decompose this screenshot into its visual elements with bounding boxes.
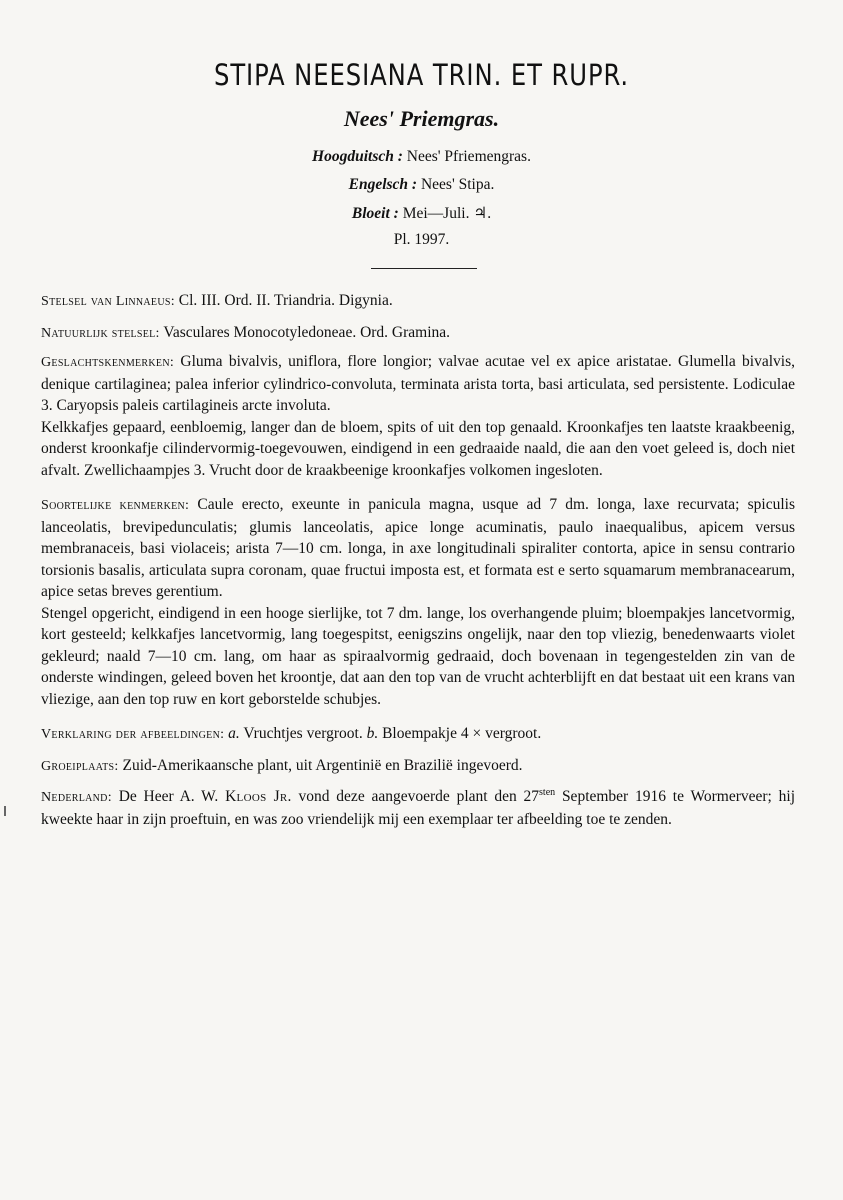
species-label: Soortelijke kenmerken: — [41, 498, 190, 513]
linnaeus-paragraph — [41, 290, 795, 313]
genus-latin-text: Gluma bivalvis, uniflora, flore longior; valvae acutae vel ex apice aristatae. Glumella bivalvis, denique cartilaginea; palea inferior cylindrico-convoluta, terminata arista torta, basi articulata, sed persistente. Lodiculae 3. Caryopsis paleis cartilagineis arcte involuta. — [41, 353, 795, 414]
habitat-text: Zuid-Amerikaansche plant, uit Argentinië en Brazilië ingevoerd. — [122, 756, 523, 774]
figure-a-letter: a. — [228, 725, 240, 742]
german-value: Nees' Pfriemengras. — [406, 148, 531, 165]
english-value: Nees' Stipa. — [420, 176, 495, 193]
common-name: Nees' Priemgras. — [343, 106, 500, 131]
figure-a-text: Vruchtjes vergroot. — [243, 725, 363, 742]
netherlands-text-2: vond deze aangevoerde plant den 27 — [298, 788, 540, 805]
netherlands-text-3: September 1916 te Wormerveer; hij kweekte haar in zijn proeftuin, en was zoo vriendelijk mij een exemplaar ter afbeelding toe te zenden. — [41, 788, 796, 828]
habitat-label: Groeiplaats: — [41, 758, 119, 774]
divider-rule — [371, 268, 477, 269]
figure-b-text: Bloempakje 4 × vergroot. — [382, 725, 542, 742]
natural-system-text: Vasculares Monocotyledoneae. Ord. Gramina. — [163, 323, 451, 341]
linnaeus-text: Cl. III. Ord. II. Triandria. Digynia. — [178, 292, 393, 309]
linnaeus-label: Stelsel van Linnaeus: — [41, 294, 175, 309]
netherlands-text-1: De Heer A. W. — [118, 788, 219, 805]
collector-name: Kloos Jr. — [225, 788, 292, 805]
natural-system-label: Natuurlijk stelsel: — [41, 325, 160, 341]
description-body — [41, 290, 795, 830]
species-dutch-paragraph: Stengel opgericht, eindigend in een hooge sierlijke, tot 7 dm. lange, los overhangende pluim; bloempakjes lancetvormig, kort gesteeld; kelkkafjes lancetvormig, lang toegespitst, eenigszins ongelijk, naar den top vliezig, benedenwaarts violet gekleurd; naald 7—10 cm. lang, om haar as spiraalvormig gedraaid, doch bovenaan in tegengestelden zin van de onderste windingen, geleed boven het kroontje, dat aan den top van de vrucht achterblijft en dat bestaat uit een krans van vliezige, aan den top ruw en kort geborstelde schubjes. — [41, 604, 795, 708]
german-label: Hoogduitsch : — [312, 148, 403, 165]
genus-label: Geslachtskenmerken: — [41, 355, 175, 370]
german-name-line — [0, 148, 843, 166]
netherlands-paragraph — [41, 786, 795, 830]
figures-paragraph — [41, 723, 795, 746]
netherlands-label: Nederland: — [41, 790, 112, 805]
species-latin-text: Caule erecto, exeunte in panicula magna, usque ad 7 dm. longa, laxe recurvata; spiculis lanceolatis, brevipedunculatis; glumis lanceolatis, apice longe acuminatis, paulo inaequalibus, apicem versus membranaceis, basi violaceis; arista 7—10 cm. longa, in axe longitudinali spiraliter contorta, apice in sensu contrario torsionis basalis, articulata supra coronam, quae fructui imposta est, et formata est e serto squamarum membranacearum, apice setas breves gerentium. — [41, 496, 796, 600]
bloom-line — [0, 204, 843, 223]
plate-number: Pl. 1997. — [393, 231, 450, 248]
figure-b-letter: b. — [366, 725, 379, 742]
figures-label: Verklaring der afbeeldingen: — [41, 727, 225, 742]
genus-latin-paragraph — [41, 351, 795, 417]
natural-system-paragraph — [41, 322, 795, 345]
english-label: Engelsch : — [348, 176, 418, 193]
date-superscript: sten — [539, 786, 556, 798]
species-latin-paragraph — [41, 494, 795, 603]
habitat-paragraph — [41, 755, 795, 778]
margin-mark — [4, 806, 6, 816]
genus-dutch-paragraph: Kelkkafjes gepaard, eenbloemig, langer dan de bloem, spits of uit den top genaald. Kroonkafjes ten laatste kraakbeenig, onderst kroonkafje cilindervormig-toegevouwen, eindigend in een gedraaide naald, die aan den voet geleed is, doch niet afvalt. Zwellichaampjes 3. Vrucht door de kraakbeenige kroonkafjes volkomen ingesloten. — [41, 418, 795, 479]
bloom-value: Mei—Juli. ♃. — [402, 205, 492, 222]
bloom-label: Bloeit : — [351, 205, 399, 222]
species-title: STIPA NEESIANA TRIN. ET RUPR. — [213, 58, 630, 92]
english-name-line — [0, 176, 843, 194]
